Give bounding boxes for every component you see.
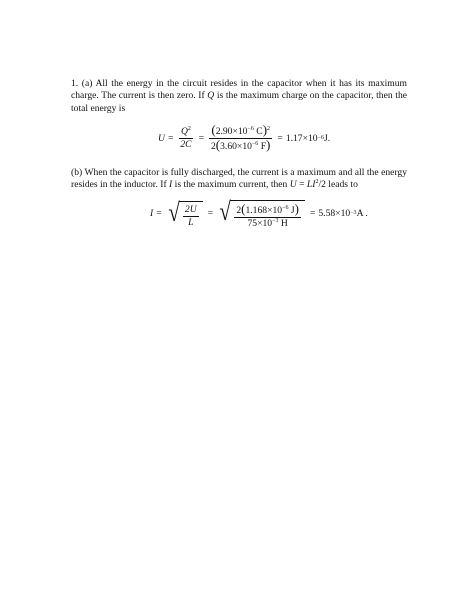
part-a-text — [71, 78, 407, 115]
eq1-capacitance-value: 3.60×10 — [220, 140, 252, 152]
sqrt-symbol: √ — [219, 196, 231, 226]
eq2-lhs: I — [150, 207, 154, 219]
eq1-charge-exp: −6 — [247, 125, 254, 132]
var-q: Q — [207, 90, 215, 102]
eq2-paren-close: ) — [294, 200, 299, 216]
eq2-sqrt-numeric — [218, 197, 305, 230]
eq1-equals-2: = — [198, 132, 204, 144]
part-b-sentence-end: /2 leads to — [318, 179, 358, 191]
eq2-num-coef: 2 — [236, 204, 242, 216]
eq1-charge-value: 2.90×10 — [215, 125, 248, 137]
eq2-energy-value: 1.168×10 — [245, 204, 283, 216]
equation-energy: U = $\frac{Q^2}{2C}$ = $\frac{(2.90\times 10^{-6} C)^2}{2(3.60\times 10^{-6} F)}$ = 1.17×10 −6 J. — [158, 121, 331, 152]
eq2-inductance-exp: −3 — [272, 217, 279, 224]
eq1-lhs: U — [158, 132, 165, 144]
eq1-capacitance-exp: −6 — [251, 140, 259, 147]
var-li-exp: 2 — [315, 179, 319, 186]
eq2-equals-1: = — [156, 207, 162, 219]
eq1-den-coef: 2 — [210, 140, 216, 152]
eq2-result-value: 5.58×10 — [318, 207, 351, 219]
part-a-sentence-2: is the maximum charge on the capacitor, then the total energy is — [71, 90, 407, 114]
eq1-charge-power: 2 — [267, 125, 271, 132]
part-b-sentence-1: (b) When the capacitor is fully discharged, the current is a maximum and all the energy resides in the inductor. If — [71, 167, 407, 191]
eq1-f1-den: 2C — [180, 138, 192, 150]
eq1-charge-unit: C — [253, 125, 263, 137]
eq2-sqrt-symbolic — [167, 198, 203, 229]
eq1-paren-close: ) — [262, 121, 268, 137]
part-b-equals: = — [296, 179, 307, 191]
eq2-equals-3: = — [309, 207, 316, 219]
eq2-equals-2: = — [207, 207, 214, 219]
eq2-f1-den: L — [188, 216, 194, 228]
eq1-equals-3: = — [277, 132, 283, 144]
eq1-capacitance-unit: F — [258, 140, 267, 152]
eq1-f1-num-exp: 2 — [187, 125, 191, 132]
eq1-fraction-numeric — [209, 121, 272, 153]
eq1-result-value: 1.17×10 — [285, 132, 318, 144]
eq1-equals-1: = — [167, 132, 174, 144]
eq2-fraction-symbolic — [183, 204, 199, 229]
eq2-energy-exp: −6 — [282, 204, 289, 211]
var-li: LI — [306, 179, 316, 191]
eq2-result-unit: A . — [356, 207, 368, 219]
eq2-inductance-value: 75×10 — [247, 217, 273, 229]
eq2-inductance-unit: H — [278, 217, 288, 229]
eq2-f1-num: 2U — [184, 203, 197, 215]
eq1-result-unit: J. — [324, 132, 331, 144]
eq1-f1-num: Q — [180, 125, 188, 137]
part-b-text — [71, 167, 407, 192]
var-i: I — [169, 179, 173, 191]
eq1-den-paren-close: ) — [266, 136, 271, 152]
eq2-energy-unit: J — [288, 204, 295, 216]
eq2-fraction-numeric — [234, 200, 301, 230]
equation-current: I = √ $\frac{2U}{L}$ = √ $\frac{2(1.168\times 10^{-6} J)}{75\times 10^{-3} H}$ = 5.58×10 −3 A . — [150, 196, 368, 229]
eq2-paren-open: ( — [241, 200, 246, 216]
eq1-paren-open: ( — [211, 121, 216, 137]
eq1-den-paren-open: ( — [215, 136, 221, 152]
part-a-sentence-1: 1. (a) All the energy in the circuit resides in the capacitor when it has its maximum charge. The current is then zero. If — [71, 78, 407, 102]
part-b-sentence-2: is the maximum current, then — [172, 179, 290, 191]
eq1-fraction-symbolic — [178, 126, 193, 151]
var-u: U — [289, 179, 297, 191]
sqrt-symbol: √ — [168, 197, 180, 227]
